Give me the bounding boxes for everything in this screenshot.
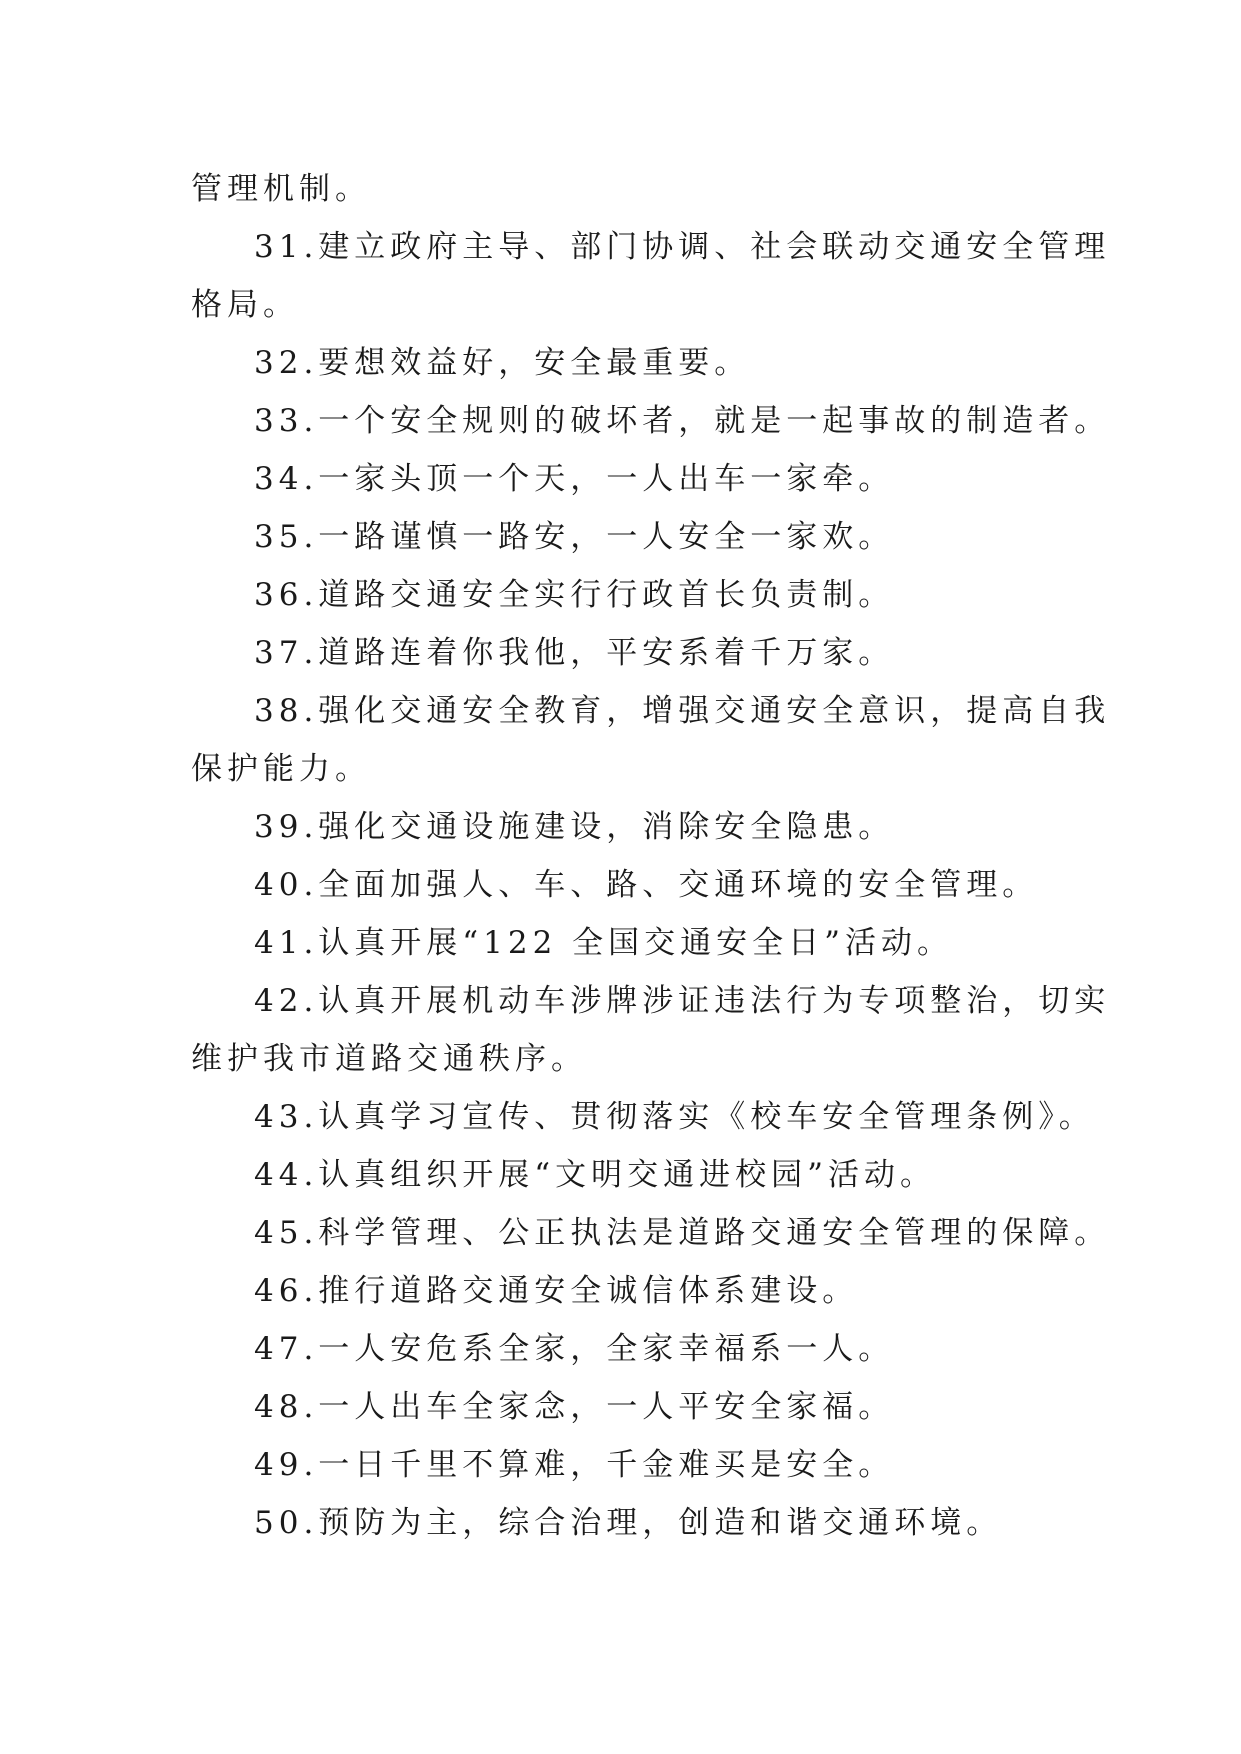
slogan-48: 48.一人出车全家念，一人平安全家福。: [254, 1389, 895, 1425]
slogan-33: 33.一个安全规则的破坏者，就是一起事故的制造者。: [254, 403, 1111, 439]
slogan-37: 37.道路连着你我他，平安系着千万家。: [254, 635, 895, 671]
slogan-44: 44.认真组织开展“文明交通进校园”活动。: [254, 1157, 936, 1193]
slogan-49: 49.一日千里不算难，千金难买是安全。: [254, 1447, 895, 1483]
slogan-40: 40.全面加强人、车、路、交通环境的安全管理。: [254, 867, 1039, 903]
slogan-39: 39.强化交通设施建设，消除安全隐患。: [254, 809, 895, 845]
slogan-34: 34.一家头顶一个天，一人出车一家牵。: [254, 461, 895, 497]
slogan-46: 46.推行道路交通安全诚信体系建设。: [254, 1273, 859, 1309]
text-line: 管理机制。: [191, 171, 371, 207]
slogan-42: 42.认真开展机动车涉牌涉证违法行为专项整治，切实: [254, 983, 1111, 1019]
slogan-36: 36.道路交通安全实行行政首长负责制。: [254, 577, 895, 613]
slogan-45: 45.科学管理、公正执法是道路交通安全管理的保障。: [254, 1215, 1111, 1251]
slogan-35: 35.一路谨慎一路安，一人安全一家欢。: [254, 519, 895, 555]
document-body: [191, 160, 1111, 1552]
slogan-47: 47.一人安危系全家，全家幸福系一人。: [254, 1331, 895, 1367]
slogan-38: 38.强化交通安全教育，增强交通安全意识，提高自我: [254, 693, 1111, 729]
slogan-43: 43.认真学习宣传、贯彻落实《校车安全管理条例》。: [254, 1099, 1095, 1135]
slogan-41: 41.认真开展“122 全国交通安全日”活动。: [254, 925, 954, 961]
slogan-50: 50.预防为主，综合治理，创造和谐交通环境。: [254, 1505, 1003, 1541]
slogan-38-continued: 保护能力。: [191, 751, 371, 787]
slogan-32: 32.要想效益好，安全最重要。: [254, 345, 751, 381]
slogan-31: 31.建立政府主导、部门协调、社会联动交通安全管理: [254, 229, 1111, 265]
slogan-31-continued: 格局。: [191, 287, 299, 323]
slogan-42-continued: 维护我市道路交通秩序。: [191, 1041, 587, 1077]
